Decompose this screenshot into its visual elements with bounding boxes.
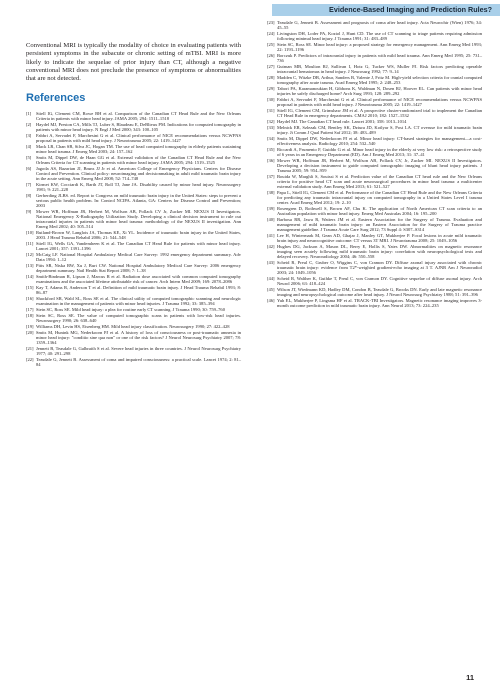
reference-entry — [267, 75, 482, 85]
reference-text: Tabori PA, Karamanoukian H, Gibbons K, Waldman N, Dosen RJ, Hoover EL. Can patients with minor head injuries be safely discharged home? Arch Surg 1993; 128: 289–292 — [277, 85, 482, 96]
reference-text: Fabbri A, Servadei F, Marchesini G et al. Clinical performance of NICE recommendations versus NCWFNS proposal in patients with mild head injury. J Neurotrauma 2005; 22: 1419–1427 — [277, 96, 482, 107]
reference-text: Madden C, Witzke DB, Arthur, Sanders B, Valente J, Fritz M. High-yield selection criteria for cranial computed tomography after acute trauma. Acad Emerg Med 1995; 2: 248–253 — [277, 74, 482, 85]
right-column — [267, 20, 482, 309]
reference-entry — [26, 252, 241, 262]
reference-text: Kirmet KW, Cocciardi K, Barth JT, Roll TJ, Jane JA. Disability caused by minor head injury. Neurosurgery 1981; 9: 221–228 — [36, 181, 241, 192]
reference-entry — [26, 209, 241, 229]
reference-text: Bouida W, Marghli S, Souissi S et al. Prediction value of the Canadian CT head rule and the New Orleans criteria for positive head CT scan and acute neurosurgical procedures in minor head trauma: a multicenter external validation study. Ann Emerg Med 2013; 61: 521–527 — [277, 173, 482, 189]
reference-entry — [267, 31, 482, 41]
reference-text: Scheid R, Preul C, Gruber O, Wiggins C, von Cramon DY. Diffuse axonal injury associated with chronic traumatic brain injury: evidence from T2*-weighted gradient-echo imaging at 3 T. AJNR Am J Neuroradiol 2003; 24: 1049–1056 — [277, 259, 482, 275]
reference-number: [35] — [267, 146, 275, 152]
reference-entry — [26, 241, 241, 251]
reference-text: Stiell IG, Clement CM, Grimshaw JM et al. A prospective cluster-randomized trial to implement the Canadian CT Head Rule in emergency departments. CMAJ 2010; 182: 1527–1532 — [277, 107, 482, 118]
reference-text: Riccardi A, Frumento F, Guiddo G et al. Minor head injury in the elderly at very low risk: a retrospective study of 6 years in an Emergency Department (ED). Am J Emerg Med 2013; 31: 37–41 — [277, 146, 482, 157]
reference-entry — [267, 217, 482, 232]
reference-entry — [267, 276, 482, 286]
reference-number: [13] — [26, 262, 34, 268]
reference-text: Rutland-Brown W, Langlois JA, Thomas KE, Xi YL. Incidence of traumatic brain injury in the United States, 2003. J Head Trauma Rehabil 2006; 21: 544–548 — [36, 229, 241, 240]
reference-number: [38] — [267, 189, 275, 195]
reference-text: Smits M, Dippel DW, de Haan GG et al. External validation of the Canadian CT Head Rule and the New Orleans Criteria for CT scanning in patients with minor head injury. JAMA 2005; 294: 1519–1525 — [36, 154, 241, 165]
reference-number: [46] — [267, 297, 275, 303]
reference-text: Pitts SR, Niska RW, Xu J, Burt CW. National Hospital Ambulatory Medical Care Survey: 2006 emergency department summary. Natl Health Stat Report 2008; 7: 1–38 — [36, 262, 241, 273]
reference-number: [30] — [267, 96, 275, 102]
reference-text: Haydel MJ. The Canadian CT head rule. Lancet 2001; 358: 1013–1014 — [277, 118, 407, 124]
reference-number: [3] — [26, 132, 32, 138]
reference-number: [14] — [26, 273, 34, 279]
reference-entry — [267, 158, 482, 173]
reference-entry — [267, 298, 482, 308]
reference-number: [22] — [26, 356, 34, 362]
reference-entry — [26, 330, 241, 345]
reference-number: [33] — [267, 124, 275, 130]
reference-text: Williams DH, Levin HS, Eisenberg HM. Mild head injury classification. Neurosurgery 1990; 27: 422–428 — [36, 323, 230, 329]
reference-number: [45] — [267, 286, 275, 292]
reference-entry — [267, 287, 482, 297]
reference-number: [44] — [267, 275, 275, 281]
reference-number: [7] — [26, 181, 32, 187]
reference-number: [20] — [26, 329, 34, 335]
reference-text: Scheid R, Walther K, Guthke T, Preul C, von Cramon DY. Cognitive sequelae of diffuse axonal injury. Arch Neurol 2006; 63: 418–424 — [277, 275, 482, 286]
reference-text: Mack LR, Chan SB, Silva JC, Hogan TM. The use of head computed tomography in elderly patients sustaining minor head trauma. J Emerg Med 2003; 24: 157–162 — [36, 143, 241, 154]
reference-number: [9] — [26, 208, 32, 214]
reference-text: Kay T, Adams R, Anderson T et al. Definition of mild traumatic brain injury. J Head Trauma Rehabil 1993; 8: 86–87 — [36, 284, 241, 295]
reference-text: Borczuk P. Predictors of intracranial injury in patients with mild head trauma. Ann Emerg Med 1995; 25: 731–736 — [277, 52, 482, 63]
reference-text: Smits M, Hunink MG, Nederkoorn PJ et al. A history of loss of consciousness or post-traumatic amnesia in minor head injury: "conditio sine qua non" or one of the risk factors? J Neurol Neurosurg Psychiatry 2007; 78: 1359–1364 — [36, 329, 241, 345]
reference-entry — [267, 260, 482, 275]
reference-number: [26] — [267, 52, 275, 58]
reference-number: [40] — [267, 216, 275, 222]
reference-text: Gerberding JLBS. ed. Report to Congress on mild traumatic brain injury in the United States: steps to prevent a serious public health problem. In: Control NCIPA. Atlanta, GA: Centers for Disease Control and Prevention; 2003 — [36, 192, 241, 208]
reference-entry — [267, 108, 482, 118]
reference-number: [23] — [267, 20, 275, 25]
reference-number: [29] — [267, 85, 275, 91]
reference-number: [10] — [26, 229, 34, 235]
reference-number: [31] — [267, 107, 275, 113]
reference-entry — [26, 285, 241, 295]
reference-text: Wilson JT, Wiedmann KD, Hadley DM, Condon B, Teasdale G, Brooks DN. Early and late magnetic resonance imaging and neuropsychological outcome after head injury. J Neurol Neurosurg Psychiatry 1988; 51: 391–396 — [277, 286, 482, 297]
reference-entry — [26, 111, 241, 121]
reference-text: Stiell IG, Clement CM, Rowe BH et al. Comparison of the Canadian CT Head Rule and the New Orleans Criteria in patients with minor head injury. JAMA 2005; 294: 1511–1518 — [36, 110, 241, 121]
references-list-left — [26, 111, 241, 367]
reference-entry — [26, 133, 241, 143]
reference-entry — [26, 274, 241, 284]
reference-number: [16] — [26, 295, 34, 301]
reference-entry — [26, 166, 241, 181]
reference-entry — [267, 20, 482, 30]
reference-entry — [26, 296, 241, 306]
reference-number: [42] — [267, 243, 275, 249]
reference-text: Teasdale G, Jennett B. Assessment and prognosis of coma after head injury. Acta Neurochir (Wien) 1976; 34: 45–55 — [277, 20, 482, 31]
reference-text: Mower WR, Hoffman JR, Herbert M, Wolfson AB, Pollack CV, Jr, Zucker MI. NEXUS II Investigators. Developing a decision instrument to guide computed tomographic imaging of blunt head injury patients. J Trauma 2005; 59: 954–959 — [277, 157, 482, 173]
reference-entry — [26, 155, 241, 165]
reference-number: [27] — [267, 63, 275, 69]
reference-number: [6] — [26, 165, 32, 171]
reference-entry — [267, 244, 482, 259]
reference-entry — [267, 136, 482, 146]
reference-entry — [267, 86, 482, 96]
reference-number: [5] — [26, 154, 32, 160]
reference-number: [37] — [267, 173, 275, 179]
page-number: 11 — [466, 673, 474, 682]
reference-entry — [26, 144, 241, 154]
reference-number: [1] — [26, 110, 32, 116]
reference-number: [43] — [267, 259, 275, 265]
reference-text: Gutman MB, Moulton RJ, Sullivan I, Hotz G, Tucker WS, Muller PJ. Risk factors predicting operable intracranial hematomas in head injury. J Neurosurg 1992; 77: 9–14 — [277, 63, 482, 74]
reference-number: [28] — [267, 74, 275, 80]
reference-number: [36] — [267, 157, 275, 163]
reference-number: [8] — [26, 192, 32, 198]
reference-text: Stein SC, Ross SE. The value of computed tomographic scans in patients with low-risk head injuries. Neurosurgery 1990; 26: 638–640 — [36, 312, 241, 323]
reference-text: Livingston DH, Loder PA, Koziol J, Hunt CD. The use of CT scanning to triage patients requiring admission following minimal head injury. J Trauma 1991; 31: 483–489 — [277, 30, 482, 42]
reference-entry — [267, 125, 482, 135]
reference-number: [32] — [267, 118, 275, 124]
reference-text: Lee H, Wintermark M, Gean AD, Ghajar J, Manley GT, Mukherjee P. Focal lesions in acute mild traumatic brain injury and neurocognitive outcome: CT versus 3T MRI. J Neurotrauma 2008; 25: 1049–1056 — [277, 232, 482, 243]
reference-text: Stiell IG, Wells GA, Vandemheen K et al. The Canadian CT Head Rule for patients with minor head injury. Lancet 2001; 357: 1391–1396 — [36, 240, 241, 251]
reference-number: [21] — [26, 345, 34, 351]
reference-entry — [267, 53, 482, 63]
reference-entry — [26, 357, 241, 367]
reference-entry — [267, 119, 482, 124]
intro-paragraph: Conventional MRI is typically the modality of choice in evaluating patients with persistent symptoms in the subacute or chronic setting of mTBI. MRI is more likely to indicate the sequelae of prior injury than CT, although a negative conventional MRI does not preclude the presence of symptoms or abnormalities that are not detected. — [26, 42, 241, 83]
reference-text: Smits M, Dippel DW, Nederkoorn PJ et al. Minor head injury: CT-based strategies for management—a cost-effectiveness analysis. Radiology 2010; 254: 532–540 — [277, 135, 482, 146]
reference-text: Stein SC, Ross SE. Minor head injury: a proposed strategy for emergency management. Ann Emerg Med 1993; 22: 1193–1196 — [277, 41, 482, 53]
reference-text: Papa L, Stiell IG, Clement CM et al. Performance of the Canadian CT Head Rule and the New Orleans Criteria for predicting any traumatic intracranial injury on computed tomography in a United States Level I trauma center. Acad Emerg Med 2012; 19: 2–10 — [277, 189, 482, 205]
reference-number: [34] — [267, 135, 275, 141]
reference-number: [4] — [26, 143, 32, 149]
reference-text: McCaig LF. National Hospital Ambulatory Medical Care Survey: 1992 emergency department summary. Adv Data 1994: 1–12 — [36, 251, 241, 262]
reference-number: [24] — [267, 30, 275, 36]
reference-number: [17] — [26, 306, 34, 312]
reference-entry — [267, 147, 482, 157]
reference-entry — [26, 182, 241, 192]
reference-text: Shackford SR, Wald SL, Ross SE et al. The clinical utility of computed tomographic scanning and neurologic examination in the management of patients with minor head injuries. J Trauma 1992; 33: 385–394 — [36, 295, 241, 306]
reference-entry — [26, 313, 241, 323]
reference-number: [12] — [26, 251, 34, 257]
reference-entry — [26, 346, 241, 356]
reference-text: Haydel MJ, Preston CA, Mills TJ, Luber S, Blaudeau E, DeBlieux PM. Indications for computed tomography in patients with minor head injury. N Engl J Med 2000; 343: 100–105 — [36, 121, 241, 132]
references-list-right — [267, 20, 482, 308]
reference-number: [18] — [26, 312, 34, 318]
left-column — [26, 20, 241, 368]
reference-text: Smith-Bindman R, Lipson J, Marcus R et al. Radiation dose associated with common computed tomography examinations and the associated lifetime attributable risk of cancer. Arch Intern Med 2009; 169: 2078–2086 — [36, 273, 241, 284]
reference-entry — [26, 230, 241, 240]
references-heading: References — [26, 91, 86, 104]
reference-entry — [26, 324, 241, 329]
reference-entry — [267, 174, 482, 189]
reference-entry — [267, 42, 482, 52]
reference-text: Barbosa RR, Jawa R, Watters JM et al. Eastern Association for the Surgery of Trauma. Evaluation and management of mild traumatic brain injury: an Eastern Association for the Surgery of Trauma practice management guideline. J Trauma Acute Care Surg 2012; 73 Suppl 4: S307–S314 — [277, 216, 482, 232]
reference-entry — [26, 122, 241, 132]
running-header: Evidence-Based Imaging and Prediction Rules? — [329, 5, 492, 14]
reference-text: Jagoda AS, Bazarian JJ, Bruns JJ Jr et al. American College of Emergency Physicians. Centers for Disease Control and Prevention. Clinical policy: neuroimaging and decisionmaking in adult mild traumatic brain injury in the acute setting. Ann Emerg Med 2008; 52: 714–748 — [36, 165, 241, 181]
reference-entry — [267, 64, 482, 74]
reference-entry — [267, 97, 482, 107]
reference-number: [41] — [267, 232, 275, 238]
reference-entry — [267, 206, 482, 216]
reference-number: [39] — [267, 205, 275, 211]
reference-entry — [26, 193, 241, 208]
reference-number: [2] — [26, 121, 32, 127]
reference-entry — [26, 307, 241, 312]
reference-number: [25] — [267, 41, 275, 47]
reference-text: Fabbri A, Servadei F, Marchesini G et al. Clinical performance of NICE recommendations versus NCWFNS proposal in patients with mild head injury. J Neurotrauma 2005; 22: 1419–1427 — [36, 132, 241, 143]
reference-text: Melnick ER, Szlezak CM, Bentley SK, Dziura JD, Kotlyar S, Post LA. CT overuse for mild traumatic brain injury. Jt Comm J Qual Patient Saf 2012; 38: 483–489 — [277, 124, 482, 135]
reference-number: [15] — [26, 284, 34, 290]
reference-text: Rosengren D, Rothwell S, Brown AF, Chu K. The application of North American CT scan criteria to an Australian population with minor head injury. Emerg Med Australas 2004; 16: 195–200 — [277, 205, 482, 216]
reference-entry — [26, 263, 241, 273]
reference-entry — [267, 233, 482, 243]
reference-text: Stein SC, Ross SE. Mild head injury: a plea for routine early CT scanning. J Trauma 1990; 30: 759–760 — [36, 306, 225, 312]
reference-number: [11] — [26, 240, 34, 246]
reference-text: Jennett B, Teasdale G, Galbraith S et al. Severe head injuries in three countries. J Neurol Neurosurg Psychiatry 1977; 40: 291–298 — [36, 345, 241, 356]
reference-text: Teasdale G, Jennett B. Assessment of coma and impaired consciousness: a practical scale. Lancet 1974; 2: 81–84 — [36, 356, 241, 367]
reference-text: Mower WR, Hoffman JR, Herbert M, Wolfson AB, Pollack CV Jr, Zucker MI. NEXUS II Investigators. National Emergency X-Radiography Utilization Study. Developing a clinical decision instrument to rule out intracranial injuries in patients with minor head trauma: methodology of the NEXUS II investigation. Ann Emerg Med 2002; 40: 505–514 — [36, 208, 241, 229]
reference-entry — [267, 190, 482, 205]
reference-text: Hughes DG, Jackson A, Mason DL, Berry E, Hollis S, Yates DW. Abnormalities on magnetic resonance imaging seen acutely following mild traumatic brain injury: correlation with neuropsychological tests and delayed recovery. Neuroradiology 2004; 46: 550–558 — [277, 243, 482, 259]
reference-number: [19] — [26, 323, 34, 329]
reference-text: Yuh EL, Mukherjee P, Lingsma HF et al. TRACK-TBI Investigators. Magnetic resonance imaging improves 3-month outcome prediction in mild traumatic brain injury. Ann Neurol 2013; 73: 224–235 — [277, 297, 482, 308]
